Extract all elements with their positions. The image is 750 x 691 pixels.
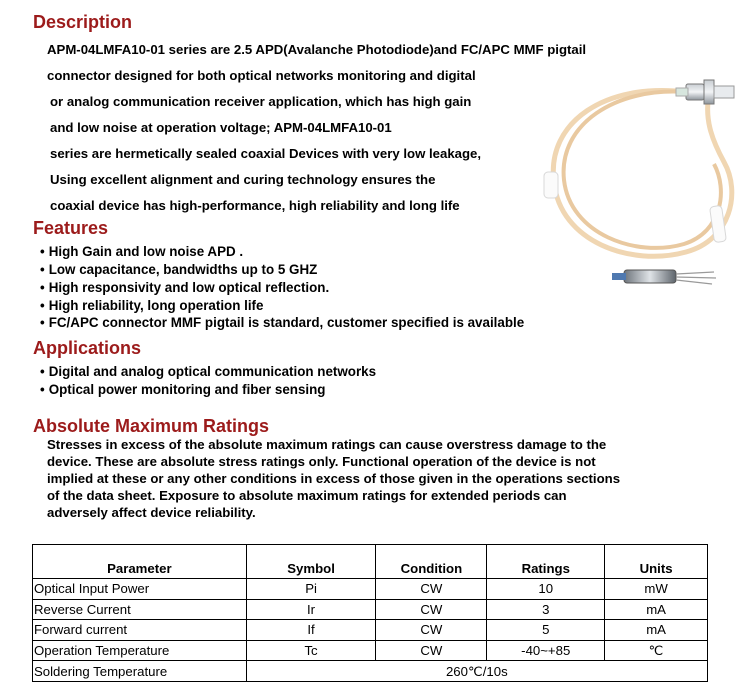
application-item xyxy=(40,382,325,397)
column-header-condition: Condition xyxy=(376,545,487,579)
ratings-intro-line: adversely affect device reliability. xyxy=(47,505,256,520)
product-photo xyxy=(536,62,746,308)
apd-body xyxy=(612,270,716,284)
cell-condition: CW xyxy=(376,579,487,600)
cell-rating: 3 xyxy=(487,599,605,620)
feature-item xyxy=(40,262,317,277)
ratings-intro-line: device. These are absolute stress ratings only. Functional operation of the device is not xyxy=(47,454,596,469)
feature-item xyxy=(40,244,243,259)
column-header-ratings: Ratings xyxy=(487,545,605,579)
bullet-icon: • xyxy=(40,382,45,397)
cell-unit: mA xyxy=(605,620,708,641)
cell-unit: mW xyxy=(605,579,708,600)
fc-connector xyxy=(676,80,734,104)
cell-parameter: Reverse Current xyxy=(33,599,247,620)
cell-parameter: Soldering Temperature xyxy=(33,661,247,682)
feature-item xyxy=(40,280,329,295)
table-row xyxy=(33,661,708,682)
cell-symbol: Ir xyxy=(246,599,376,620)
description-line: APM-04LMFA10-01 series are 2.5 APD(Avalanche Photodiode)and FC/APC MMF pigtail xyxy=(47,42,587,57)
cell-condition: CW xyxy=(376,620,487,641)
cell-rating: 10 xyxy=(487,579,605,600)
column-header-parameter: Parameter xyxy=(33,545,247,579)
description-line: connector designed for both optical networks monitoring and digital xyxy=(47,68,476,83)
bullet-icon: • xyxy=(40,280,45,295)
sleeve xyxy=(544,172,558,198)
fiber-cable xyxy=(564,92,721,248)
cell-unit: ℃ xyxy=(605,640,708,661)
description-line: or analog communication receiver application, which has high gain xyxy=(50,94,472,109)
applications-heading: Applications xyxy=(33,338,142,358)
application-item xyxy=(40,364,376,379)
ratings-intro-line: Stresses in excess of the absolute maximum ratings can cause overstress damage to the xyxy=(47,437,607,452)
feature-item xyxy=(40,315,524,330)
feature-text: Low capacitance, bandwidths up to 5 GHZ xyxy=(48,262,318,277)
cell-symbol: If xyxy=(246,620,376,641)
description-line: Using excellent alignment and curing technology ensures the xyxy=(50,172,436,187)
ratings-table xyxy=(32,544,708,682)
bullet-icon: • xyxy=(40,244,45,259)
feature-text: FC/APC connector MMF pigtail is standard, customer specified is available xyxy=(48,315,525,330)
description-line: series are hermetically sealed coaxial Devices with very low leakage, xyxy=(50,146,482,161)
column-header-symbol: Symbol xyxy=(246,545,376,579)
cell-rating: 5 xyxy=(487,620,605,641)
description-line: and low noise at operation voltage; APM-04LMFA10-01 xyxy=(50,120,392,135)
cell-condition: CW xyxy=(376,640,487,661)
application-text: Digital and analog optical communication networks xyxy=(48,364,377,379)
description-line: coaxial device has high-performance, high reliability and long life xyxy=(50,198,460,213)
column-header-units: Units xyxy=(605,545,708,579)
bullet-icon: • xyxy=(40,298,45,313)
table-row xyxy=(33,579,708,600)
cell-soldering-value: 260℃/10s xyxy=(246,661,707,682)
feature-item xyxy=(40,298,263,313)
bullet-icon: • xyxy=(40,262,45,277)
table-row xyxy=(33,640,708,661)
ratings-intro-line: implied at these or any other conditions in excess of those given in the operations sections xyxy=(47,471,621,486)
cell-symbol: Pi xyxy=(246,579,376,600)
ratings-intro-line: of the data sheet. Exposure to absolute maximum ratings for extended periods can xyxy=(47,488,567,503)
cell-parameter: Optical Input Power xyxy=(33,579,247,600)
cell-unit: mA xyxy=(605,599,708,620)
application-text: Optical power monitoring and fiber sensing xyxy=(48,382,326,397)
bullet-icon: • xyxy=(40,315,45,330)
table-row xyxy=(33,620,708,641)
bullet-icon: • xyxy=(40,364,45,379)
feature-text: High Gain and low noise APD . xyxy=(48,244,244,259)
cell-parameter: Forward current xyxy=(33,620,247,641)
cell-condition: CW xyxy=(376,599,487,620)
table-row xyxy=(33,599,708,620)
cell-rating: -40~+85 xyxy=(487,640,605,661)
cell-symbol: Tc xyxy=(246,640,376,661)
features-heading: Features xyxy=(33,218,109,238)
description-heading: Description xyxy=(33,12,133,32)
table-header-row xyxy=(33,545,708,579)
feature-text: High responsivity and low optical reflection. xyxy=(48,280,330,295)
feature-text: High reliability, long operation life xyxy=(48,298,264,313)
cell-parameter: Operation Temperature xyxy=(33,640,247,661)
ratings-heading: Absolute Maximum Ratings xyxy=(33,416,270,436)
